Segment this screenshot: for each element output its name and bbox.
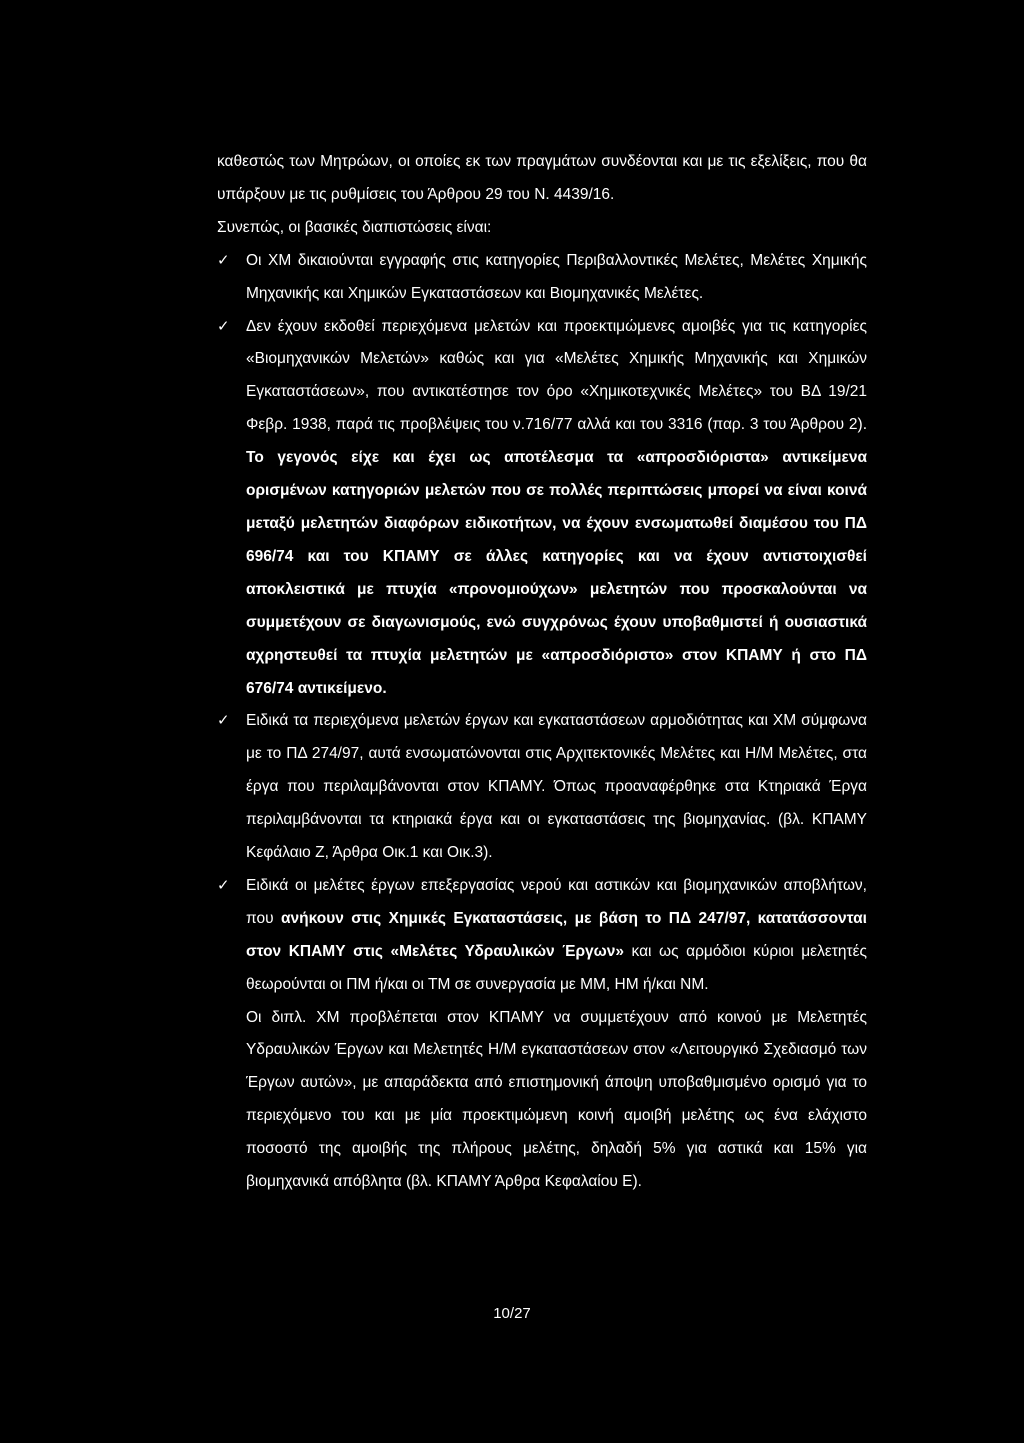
checkmark-icon: ✓ <box>217 251 230 269</box>
checkmark-icon: ✓ <box>217 317 230 335</box>
findings-intro: Συνεπώς, οι βασικές διαπιστώσεις είναι: <box>217 218 492 236</box>
bullet-text-bold: ανήκουν στις Χημικές Εγκαταστάσεις, με βάση το ΠΔ 247/97, κατατάσσονται στον ΚΠΑΜΥ στις «Μελέτες Υδραυλικών Έργων» <box>246 909 867 960</box>
bullet-text-bold: Το γεγονός είχε και έχει ως αποτέλεσμα τα «απροσδιόριστα» αντικείμενα ορισμένων κατηγοριών μελετών που σε πολλές περιπτώσεις μπορεί να είναι κοινά μεταξύ μελετητών διαφόρων ειδικοτήτων, να έχουν ενσωματωθεί διαμέσου του ΠΔ 696/74 και του ΚΠΑΜΥ σε άλλες κατηγορίες και να έχουν αντιστοιχισθεί αποκλειστικά με πτυχία «προνομιούχων» μελετητών που προσκαλούνται να συμμετέχουν σε διαγωνισμούς, ενώ συγχρόνως έχουν υποβαθμιστεί ή ουσιαστικά αχρηστευθεί τα πτυχία μελετητών με «απροσδιόριστο» στον ΚΠΑΜΥ ή στο ΠΔ 676/74 αντικείμενο. <box>246 449 867 697</box>
bullet-text-regular: Ειδικά οι μελέτες έργων επεξεργασίας νερού και αστικών και βιομηχανικών αποβλήτων, που <box>246 876 867 927</box>
bullet-text-regular: Δεν έχουν εκδοθεί περιεχόμενα μελετών και προεκτιμώμενες αμοιβές για τις κατηγορίες «Βιομηχανικών Μελετών» καθώς και για «Μελέτες Χημικής Μηχανικής και Χημικών Εγκαταστάσεων», που αντικατέστησε τον όρο «Χημικοτεχνικές Μελέτες» του ΒΔ 19/21 Φεβρ. 1938, παρά τις προβλέψεις του ν.716/77 αλλά και του 3316 (παρ. 3 του Άρθρου 2). <box>246 317 867 434</box>
checkmark-icon: ✓ <box>217 876 230 894</box>
document-body <box>217 146 867 1199</box>
bullet-item <box>217 870 867 1002</box>
intro-paragraph: καθεστώς των Μητρώων, οι οποίες εκ των πραγμάτων συνδέονται και με τις εξελίξεις, που θα υπάρξουν με τις ρυθμίσεις του Άρθρου 29 του Ν. 4439/16. <box>217 153 867 203</box>
bullet-item <box>217 245 867 311</box>
bullet-text: Ειδικά τα περιεχόμενα μελετών έργων και εγκαταστάσεων αρμοδιότητας και ΧΜ σύμφωνα με το ΠΔ 274/97, αυτά ενσωματώνονται στις Αρχιτεκτονικές Μελέτες και Η/Μ Μελέτες, στα έργα που περιλαμβάνονται στον ΚΠΑΜΥ. Όπως προαναφέρθηκε στα Κτηριακά Έργα περιλαμβάνονται τα κτηριακά έργα και οι εγκαταστάσεις της βιομηχανίας. (βλ. ΚΠΑΜΥ Κεφάλαιο Ζ, Άρθρα Οικ.1 και Οικ.3). <box>246 712 867 862</box>
checkmark-icon: ✓ <box>217 712 230 730</box>
page-number: 10/27 <box>493 1305 531 1322</box>
bullet-text-regular: και ως αρμόδιοι κύριοι μελετητές θεωρούνται οι ΠΜ ή/και οι ΤΜ σε συνεργασία με ΜΜ, ΗΜ ή/και ΝΜ. <box>246 942 867 993</box>
bullet-text <box>246 870 867 1002</box>
bullet-item <box>217 311 867 706</box>
bullet-item <box>217 705 867 870</box>
closing-paragraph: Οι διπλ. ΧΜ προβλέπεται στον ΚΠΑΜΥ να συμμετέχουν από κοινού με Μελετητές Υδραυλικών Έργων και Μελετητές Η/Μ εγκαταστάσεων στον «Λειτουργικό Σχεδιασμό των Έργων αυτών», με απαράδεκτα από επιστημονική άποψη υποβαθμισμένο ορισμό για το περιεχόμενο του και με μία προεκτιμώμενη κοινή αμοιβή μελέτης ως ένα ελάχιστο ποσοστό της αμοιβής της πλήρους μελέτης, δηλαδή 5% για αστικά και 15% για βιομηχανικά απόβλητα (βλ. ΚΠΑΜΥ Άρθρα Κεφαλαίου Ε). <box>246 1008 867 1191</box>
bullet-text <box>246 311 867 706</box>
bullet-text: Οι ΧΜ δικαιούνται εγγραφής στις κατηγορίες Περιβαλλοντικές Μελέτες, Μελέτες Χημικής Μηχανικής και Χημικών Εγκαταστάσεων και Βιομηχανικές Μελέτες. <box>246 251 867 302</box>
